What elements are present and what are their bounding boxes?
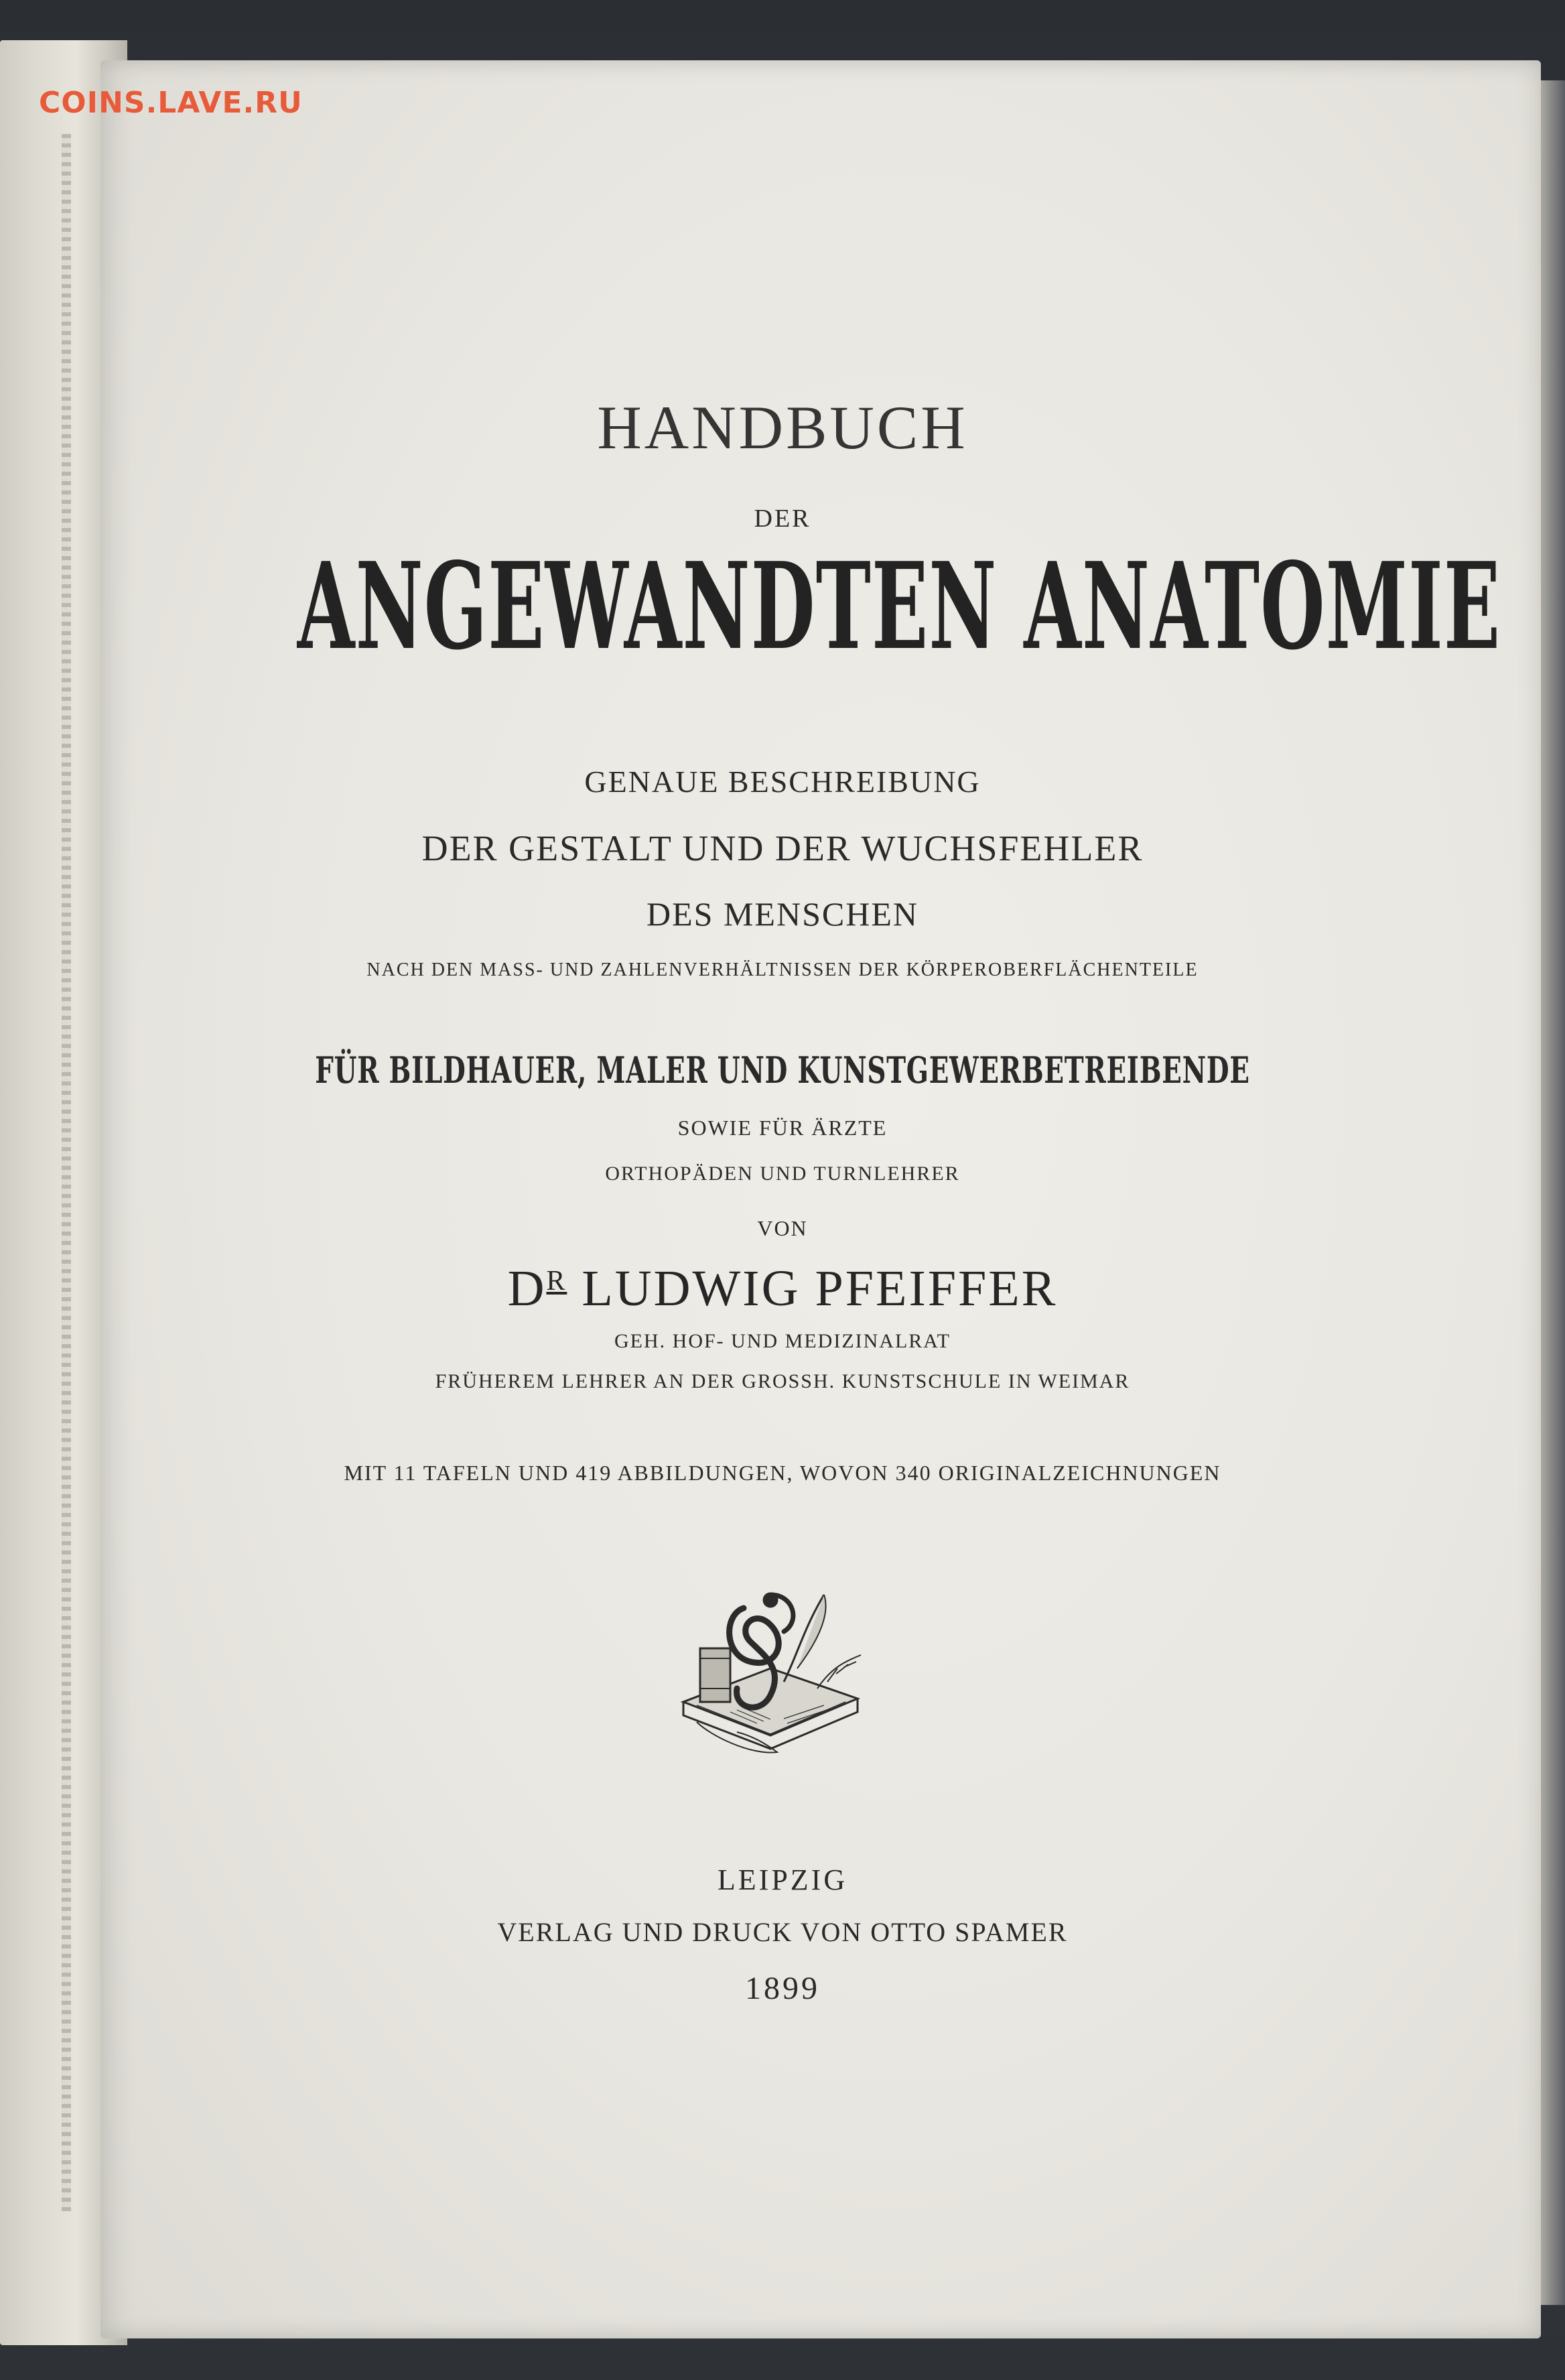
subtitle-line-1: GENAUE BESCHREIBUNG xyxy=(584,765,981,799)
imprint-year: 1899 xyxy=(745,1971,820,2006)
subtitle-line-3: DES MENSCHEN xyxy=(647,895,918,933)
author-affiliation-1: GEH. HOF- UND MEDIZINALRAT xyxy=(614,1330,951,1352)
main-title: ANGEWANDTEN ANATOMIE xyxy=(297,536,1501,676)
von-label: VON xyxy=(757,1216,808,1240)
title-handbuch: HANDBUCH xyxy=(597,393,968,462)
author-prefix-sup: R xyxy=(546,1266,567,1297)
subtitle-line-4: NACH DEN MASS- UND ZAHLENVERHÄLTNISSEN DER KÖRPEROBERFLÄCHENTEILE xyxy=(366,960,1199,980)
site-watermark: COINS.LAVE.RU xyxy=(39,86,303,120)
audience-also-2: ORTHOPÄDEN UND TURNLEHRER xyxy=(605,1163,960,1185)
imprint-city: LEIPZIG xyxy=(717,1863,848,1896)
illustrations-note: MIT 11 TAFELN UND 419 ABBILDUNGEN, WOVON 340 ORIGINALZEICHNUNGEN xyxy=(344,1461,1221,1485)
imprint-publisher: VERLAG UND DRUCK VON OTTO SPAMER xyxy=(497,1917,1068,1947)
audience-also-1: SOWIE FÜR ÄRZTE xyxy=(677,1116,888,1140)
title-der: DER xyxy=(754,505,811,533)
author-prefix: D xyxy=(507,1260,547,1317)
author-affiliation-2: FRÜHEREM LEHRER AN DER GROSSH. KUNSTSCHULE IN WEIMAR xyxy=(435,1370,1130,1392)
subtitle-line-2: DER GESTALT UND DER WUCHSFEHLER xyxy=(421,828,1144,868)
author-name xyxy=(0,1260,1565,1318)
author-fullname: LUDWIG PFEIFFER xyxy=(582,1260,1058,1317)
printer-vignette-icon xyxy=(670,1568,871,1769)
audience-line: FÜR BILDHAUER, MALER UND KUNSTGEWERBETREIBENDE xyxy=(315,1049,1250,1092)
